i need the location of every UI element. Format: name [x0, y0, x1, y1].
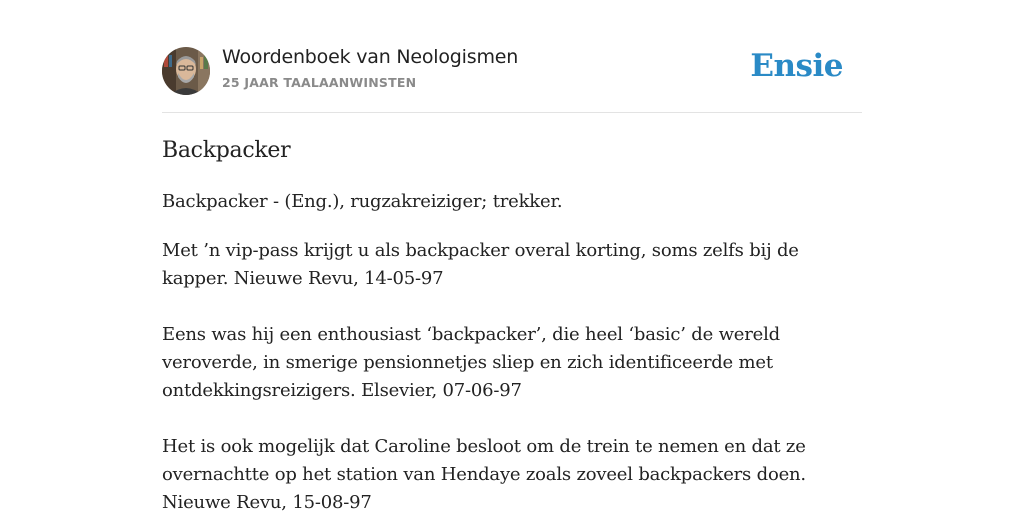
content-container: [162, 0, 862, 512]
quote-paragraph: Met ’n vip-pass krijgt u als backpacker overal korting, soms zelfs bij de kapper. Nieuwe Revu, 14-05-97: [162, 240, 799, 289]
quote-paragraph: Eens was hij een enthousiast ‘backpacker’, die heel ‘basic’ de wereld veroverde, in smerige pensionnetjes sliep en zich identificeerde met ontdekkingsreizigers. Elsevier, 07-06-97: [162, 324, 780, 401]
author-portrait-icon[interactable]: [162, 47, 210, 95]
entry-definition: Backpacker - (Eng.), rugzakreiziger; trekker.: [162, 191, 563, 212]
entry-title: Backpacker: [162, 138, 291, 163]
header: [162, 0, 862, 113]
quote-paragraph: Het is ook mogelijk dat Caroline besloot om de trein te nemen en dat ze overnachtte op het station van Hendaye zoals zoveel backpackers doen. Nieuwe Revu, 15-08-97: [162, 436, 806, 512]
source-subtitle: 25 JAAR TAALAANWINSTEN: [222, 75, 417, 90]
entry-quotes: [162, 237, 862, 512]
brand-logo[interactable]: Ensie: [750, 48, 843, 84]
source-name[interactable]: Woordenboek van Neologismen: [222, 46, 519, 68]
